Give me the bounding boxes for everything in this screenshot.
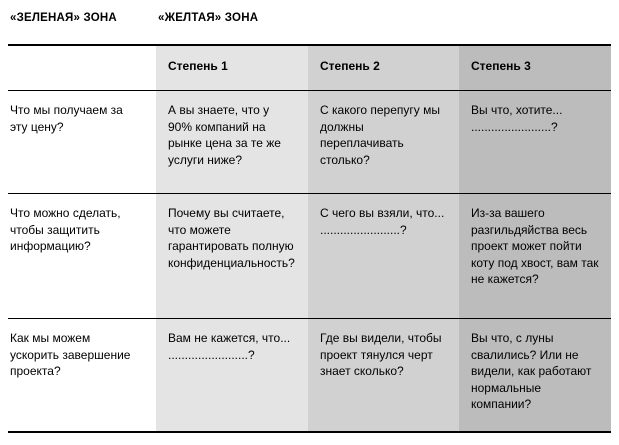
question-cell: Как мы можем ускорить завершение проекта?	[8, 319, 156, 431]
header-cell-degree-2: Степень 2	[308, 46, 459, 90]
header-cell-degree-3: Степень 3	[459, 46, 611, 90]
table-header-row	[8, 46, 611, 91]
table-row	[8, 91, 611, 194]
answer-cell-degree-2: С чего вы взяли, что... ........................?	[308, 194, 459, 318]
answer-cell-degree-3: Вы что, хотите... ........................?	[459, 91, 611, 193]
table-row	[8, 319, 611, 433]
header-cell-empty	[8, 46, 156, 90]
answer-cell-degree-1: Вам не кажется, что... ........................?	[156, 319, 308, 431]
zone-label-yellow: «ЖЕЛТАЯ» ЗОНА	[158, 12, 259, 24]
answer-cell-degree-1: Почему вы считаете, что можете гарантировать полную конфиденциальность?	[156, 194, 308, 318]
answer-cell-degree-3: Из-за вашего разгильдяйства весь проект может пойти коту под хвост, вам так не кажется?	[459, 194, 611, 318]
answer-cell-degree-2: Где вы видели, чтобы проект тянулся черт знает сколько?	[308, 319, 459, 431]
question-cell: Что мы получаем за эту цену?	[8, 91, 156, 193]
question-cell: Что можно сделать, чтобы защитить информацию?	[8, 194, 156, 318]
answer-cell-degree-1: А вы знаете, что у 90% компаний на рынке цена за те же услуги ниже?	[156, 91, 308, 193]
header-cell-degree-1: Степень 1	[156, 46, 308, 90]
zone-label-green: «ЗЕЛЕНАЯ» ЗОНА	[10, 12, 117, 24]
zone-labels-row	[8, 8, 611, 46]
answer-cell-degree-2: С какого перепугу мы должны переплачивать столько?	[308, 91, 459, 193]
answer-cell-degree-3: Вы что, с луны свалились? Или не видели, как работают нормальные компании?	[459, 319, 611, 431]
table-row	[8, 194, 611, 319]
